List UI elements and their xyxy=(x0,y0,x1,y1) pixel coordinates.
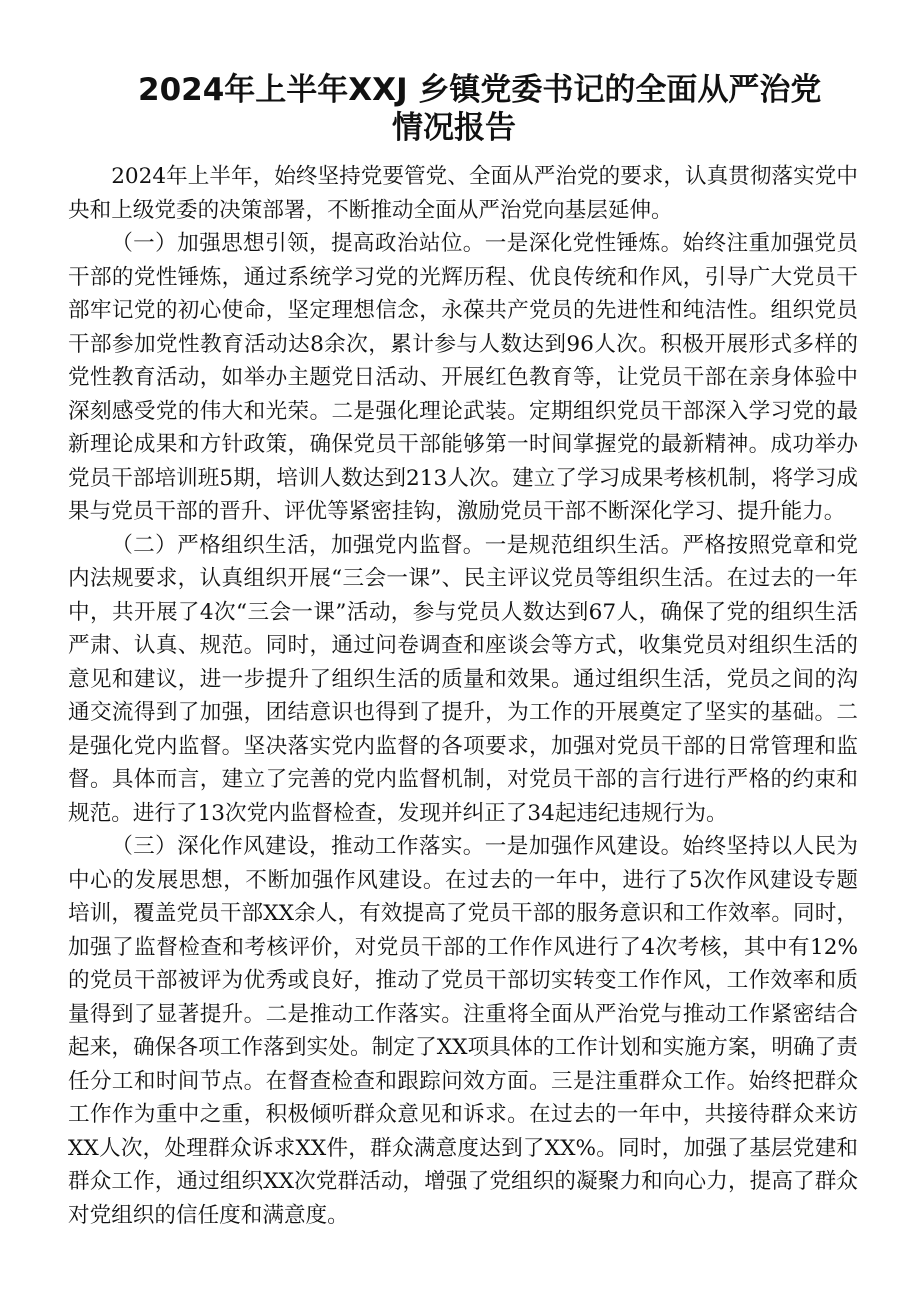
paragraph-section-2: （二）严格组织生活，加强党内监督。一是规范组织生活。严格按照党章和党内法规要求，认真组织开展“三会一课”、民主评议党员等组织生活。在过去的一年中，共开展了4次“三会一课”活动，参与党员人数达到67人，确保了党的组织生活严肃、认真、规范。同时，通过问卷调查和座谈会等方式，收集党员对组织生活的意见和建议，进一步提升了组织生活的质量和效果。通过组织生活，党员之间的沟通交流得到了加强，团结意识也得到了提升，为工作的开展奠定了坚实的基础。二是强化党内监督。坚决落实党内监督的各项要求，加强对党员干部的日常管理和监督。具体而言，建立了完善的党内监督机制，对党员干部的言行进行严格的约束和规范。进行了13次党内监督检查，发现并纠正了34起违纪违规行为。 xyxy=(68,532,858,826)
paragraph-intro: 2024年上半年，始终坚持党要管党、全面从严治党的要求，认真贯彻落实党中央和上级党委的决策部署，不断推动全面从严治党向基层延伸。 xyxy=(68,164,858,223)
paragraph-section-3: （三）深化作风建设，推动工作落实。一是加强作风建设。始终坚持以人民为中心的发展思想，不断加强作风建设。在过去的一年中，进行了5次作风建设专题培训，覆盖党员干部XX余人，有效提高了党员干部的服务意识和工作效率。同时，加强了监督检查和考核评价，对党员干部的工作作风进行了4次考核，其中有12%的党员干部被评为优秀或良好，推动了党员干部切实转变工作作风，工作效率和质量得到了显著提升。二是推动工作落实。注重将全面从严治党与推动工作紧密结合起来，确保各项工作落到实处。制定了XX项具体的工作计划和实施方案，明确了责任分工和时间节点。在督查检查和跟踪问效方面。三是注重群众工作。始终把群众工作作为重中之重，积极倾听群众意见和诉求。在过去的一年中，共接待群众来访XX人次，处理群众诉求XX件，群众满意度达到了XX%。同时，加强了基层党建和群众工作，通过组织XX次党群活动，增强了党组织的凝聚力和向心力，提高了群众对党组织的信任度和满意度。 xyxy=(68,834,858,1228)
title-line-1: 2024年上半年XXJ 乡镇党委书记的全面从严治党 xyxy=(138,72,822,108)
title-line-2: 情况报告 xyxy=(392,110,516,146)
document-title xyxy=(130,68,870,160)
paragraph-section-1: （一）加强思想引领，提高政治站位。一是深化党性锤炼。始终注重加强党员干部的党性锤炼，通过系统学习党的光辉历程、优良传统和作风，引导广大党员干部牢记党的初心使命，坚定理想信念，永葆共产党员的先进性和纯洁性。组织党员干部参加党性教育活动达8余次，累计参与人数达到96人次。积极开展形式多样的党性教育活动，如举办主题党日活动、开展红色教育等，让党员干部在亲身体验中深刻感受党的伟大和光荣。二是强化理论武装。定期组织党员干部深入学习党的最新理论成果和方针政策，确保党员干部能够第一时间掌握党的最新精神。成功举办党员干部培训班5期，培训人数达到213人次。建立了学习成果考核机制，将学习成果与党员干部的晋升、评优等紧密挂钩，激励党员干部不断深化学习、提升能力。 xyxy=(68,231,858,524)
document-body xyxy=(68,160,858,1232)
